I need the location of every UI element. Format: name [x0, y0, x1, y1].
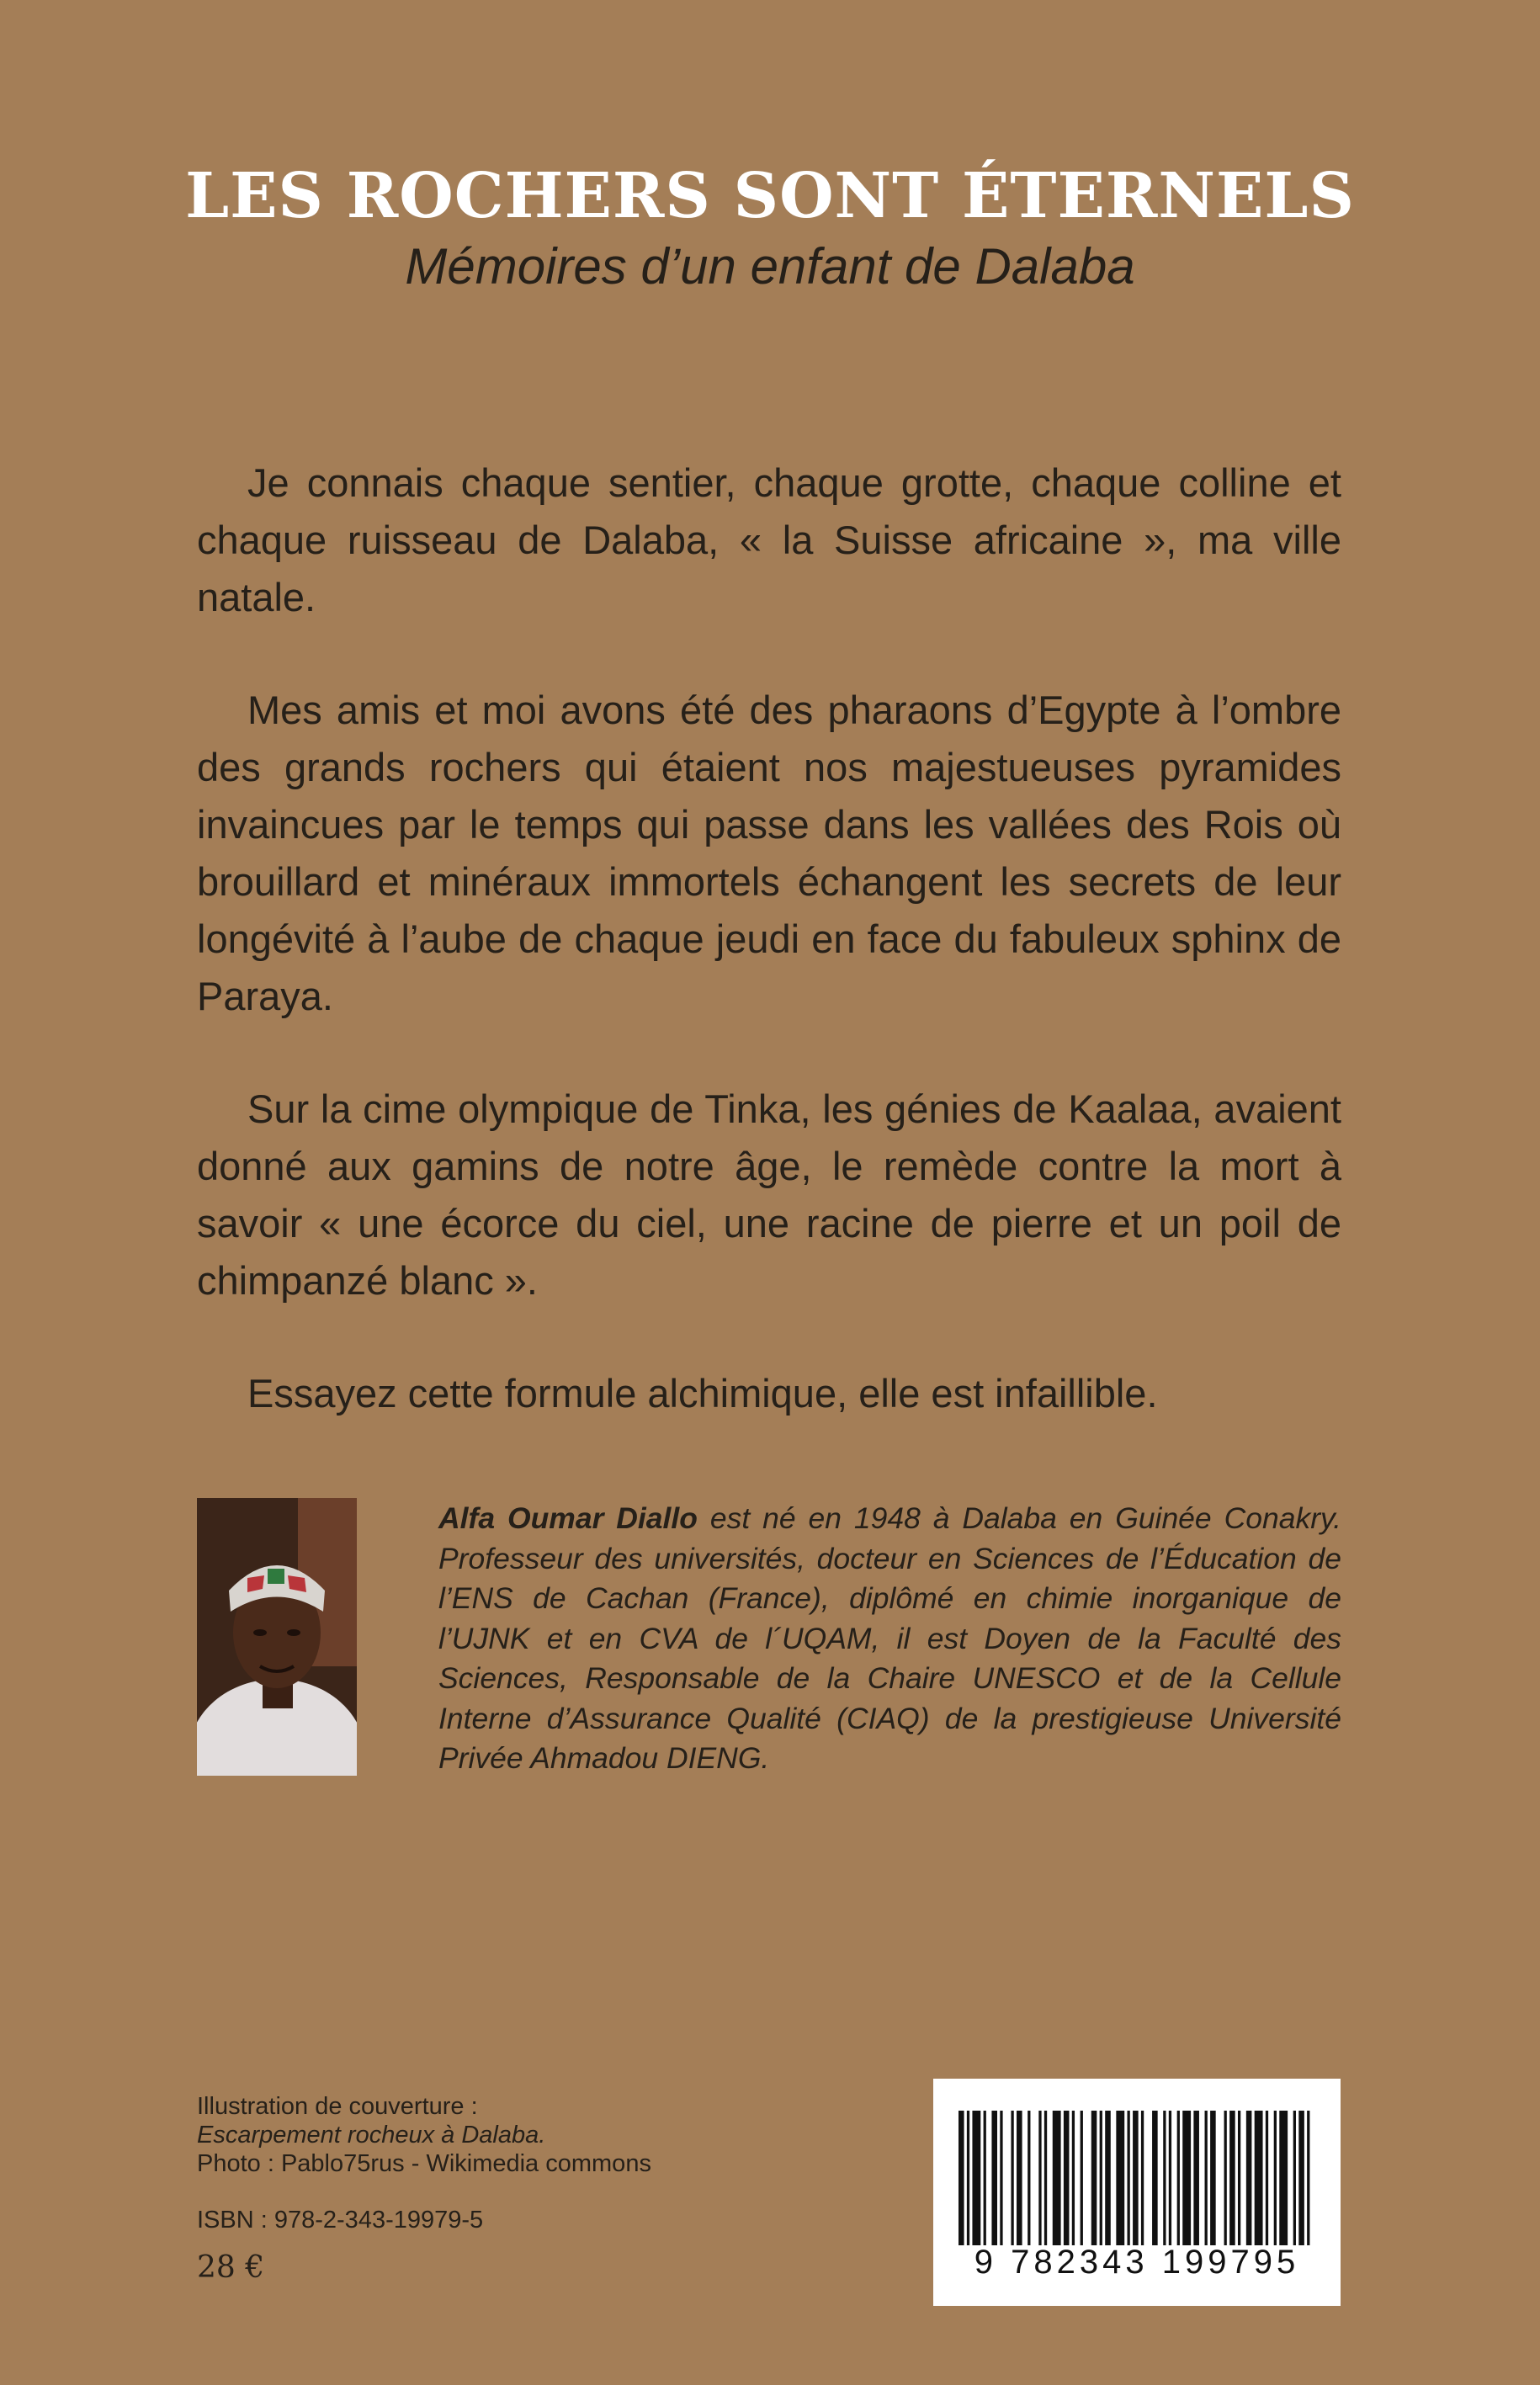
barcode-bar	[1100, 2111, 1102, 2245]
barcode-bar	[1279, 2111, 1288, 2245]
barcode-bar	[1169, 2111, 1171, 2245]
cover-credits	[197, 2092, 719, 2178]
credits-line: Escarpement rocheux à Dalaba.	[197, 2122, 546, 2149]
book-subtitle: Mémoires d’un enfant de Dalaba	[405, 238, 1135, 295]
barcode-bars	[959, 2111, 1315, 2245]
blurb-paragraph: Sur la cime olympique de Tinka, les génies de Kaalaa, avaient donné aux gamins de notre âge, le remède contre la mort à savoir « une écorce du ciel, une racine de pierre et un poil de chimpanzé blanc ».	[197, 1086, 1341, 1303]
barcode-bar	[1274, 2111, 1277, 2245]
barcode-bar	[1081, 2111, 1083, 2245]
barcode-bar	[1238, 2111, 1240, 2245]
barcode-bar	[1011, 2111, 1013, 2245]
credits-line: Illustration de couverture :	[197, 2093, 478, 2120]
barcode-bar	[1064, 2111, 1070, 2245]
barcode-bar	[1105, 2111, 1111, 2245]
barcode-bar	[1072, 2111, 1075, 2245]
barcode-bar	[1307, 2111, 1309, 2245]
barcode-bar	[1177, 2111, 1180, 2245]
barcode-bar	[1266, 2111, 1268, 2245]
barcode-bar	[1127, 2111, 1129, 2245]
barcode-bar	[1017, 2111, 1022, 2245]
barcode-digits: 9 782343 199795	[974, 2244, 1300, 2281]
barcode-bar	[1182, 2111, 1191, 2245]
blurb	[197, 454, 1341, 1478]
author-bio	[438, 1499, 1341, 1779]
barcode-bar	[1205, 2111, 1208, 2245]
isbn: ISBN : 978-2-343-19979-5	[197, 2207, 484, 2234]
barcode-bar	[1028, 2111, 1030, 2245]
barcode-bar	[1293, 2111, 1296, 2245]
author-photo	[197, 1498, 357, 1776]
barcode	[933, 2079, 1341, 2306]
barcode-bar	[1152, 2111, 1158, 2245]
barcode-bar	[984, 2111, 986, 2245]
barcode-bar	[972, 2111, 980, 2245]
book-title: LES ROCHERS SONT ÉTERNELS	[185, 160, 1355, 232]
blurb-paragraph: Essayez cette formule alchimique, elle est infaillible.	[247, 1371, 1158, 1416]
barcode-bar	[1163, 2111, 1166, 2245]
author-name: Alfa Oumar Diallo	[438, 1501, 698, 1535]
barcode-bar	[1255, 2111, 1263, 2245]
barcode-bar	[991, 2111, 997, 2245]
price: 28 €	[197, 2250, 265, 2285]
blurb-paragraph: Je connais chaque sentier, chaque grotte, chaque colline et chaque ruisseau de Dalaba, « la Suisse africaine », ma ville natale.	[197, 460, 1341, 619]
author-bio-text: est né en 1948 à Dalaba en Guinée Conakry. Professeur des universités, docteur en Sciences de l’Éducation de l’ENS de Cachan (France), diplômé en chimie inorganique de l’UJNK et en CVA de l´UQAM, il est Doyen de la Faculté des Sciences, Responsable de la Chaire UNESCO et de la Cellule Interne d’Assurance Qualité (CIAQ) de la prestigieuse Université Privée Ahmadou DIENG.	[438, 1501, 1341, 1775]
barcode-bar	[1193, 2111, 1199, 2245]
barcode-bar	[1298, 2111, 1304, 2245]
barcode-bar	[1000, 2111, 1002, 2245]
barcode-bar	[1141, 2111, 1144, 2245]
barcode-bar	[1038, 2111, 1041, 2245]
barcode-bar	[967, 2111, 969, 2245]
barcode-bar	[1246, 2111, 1252, 2245]
barcode-bar	[1053, 2111, 1061, 2245]
barcode-bar	[1229, 2111, 1235, 2245]
barcode-bar	[1224, 2111, 1227, 2245]
barcode-bar	[1044, 2111, 1047, 2245]
barcode-bar	[1133, 2111, 1139, 2245]
barcode-bar	[1091, 2111, 1097, 2245]
blurb-paragraph: Mes amis et moi avons été des pharaons d’Egypte à l’ombre des grands rochers qui étaient nos majestueuses pyramides invaincues par le temps qui passe dans les vallées des Rois où brouillard et minéraux immortels échangent les secrets de leur longévité à l’aube de chaque jeudi en face du fabuleux sphinx de Paraya.	[197, 688, 1341, 1018]
barcode-bar	[1210, 2111, 1216, 2245]
credits-line: Photo : Pablo75rus - Wikimedia commons	[197, 2150, 651, 2177]
barcode-bar	[1116, 2111, 1124, 2245]
barcode-bar	[959, 2111, 964, 2245]
